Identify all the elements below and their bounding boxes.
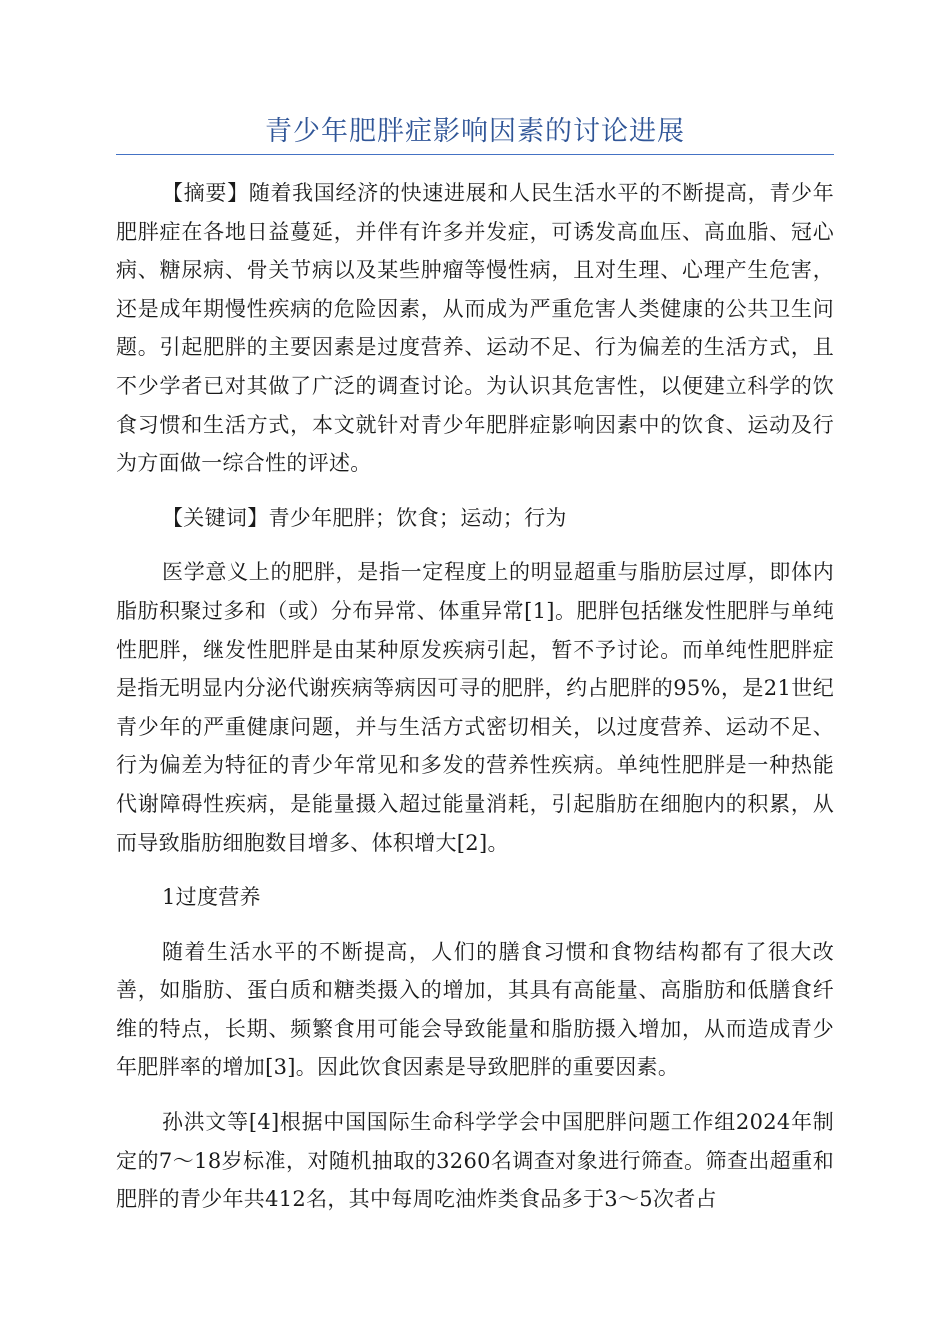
body-paragraph: 孙洪文等[4]根据中国国际生命科学学会中国肥胖问题工作组2024年制定的7～18岁标准，对随机抽取的3260名调查对象进行筛查。筛查出超重和肥胖的青少年共412名，其中每周吃油炸类食品多于3～5次者占	[116, 1110, 834, 1212]
document-body	[116, 174, 834, 1235]
keywords-paragraph: 【关键词】青少年肥胖；饮食；运动；行为	[162, 505, 567, 530]
intro-paragraph: 医学意义上的肥胖，是指一定程度上的明显超重与脂肪层过厚，即体内脂肪积聚过多和（或）分布异常、体重异常[1]。肥胖包括继发性肥胖与单纯性肥胖，继发性肥胖是由某种原发疾病引起，暂不予讨论。而单纯性肥胖症是指无明显内分泌代谢疾病等病因可寻的肥胖，约占肥胖的95%，是21世纪青少年的严重健康问题，并与生活方式密切相关，以过度营养、运动不足、行为偏差为特征的青少年常见和多发的营养性疾病。单纯性肥胖是一种热能代谢障碍性疾病，是能量摄入超过能量消耗，引起脂肪在细胞内的积累，从而导致脂肪细胞数目增多、体积增大[2]。	[116, 560, 834, 855]
abstract-paragraph: 【摘要】随着我国经济的快速进展和人民生活水平的不断提高，青少年肥胖症在各地日益蔓延，并伴有许多并发症，可诱发高血压、高血脂、冠心病、糖尿病、骨关节病以及某些肿瘤等慢性病，且对生理、心理产生危害，还是成年期慢性疾病的危险因素，从而成为严重危害人类健康的公共卫生问题。引起肥胖的主要因素是过度营养、运动不足、行为偏差的生活方式，且不少学者已对其做了广泛的调查讨论。为认识其危害性，以便建立科学的饮食习惯和生活方式，本文就针对青少年肥胖症影响因素中的饮食、运动及行为方面做一综合性的评述。	[116, 181, 834, 476]
title-underline	[116, 154, 834, 155]
section-heading: 1过度营养	[162, 885, 261, 910]
document-title: 青少年肥胖症影响因素的讨论进展	[265, 116, 685, 147]
body-paragraph: 随着生活水平的不断提高，人们的膳食习惯和食物结构都有了很大改善，如脂肪、蛋白质和糖类摄入的增加，其具有高能量、高脂肪和低膳食纤维的特点，长期、频繁食用可能会导致能量和脂肪摄入增加，从而造成青少年肥胖率的增加[3]。因此饮食因素是导致肥胖的重要因素。	[116, 939, 834, 1080]
